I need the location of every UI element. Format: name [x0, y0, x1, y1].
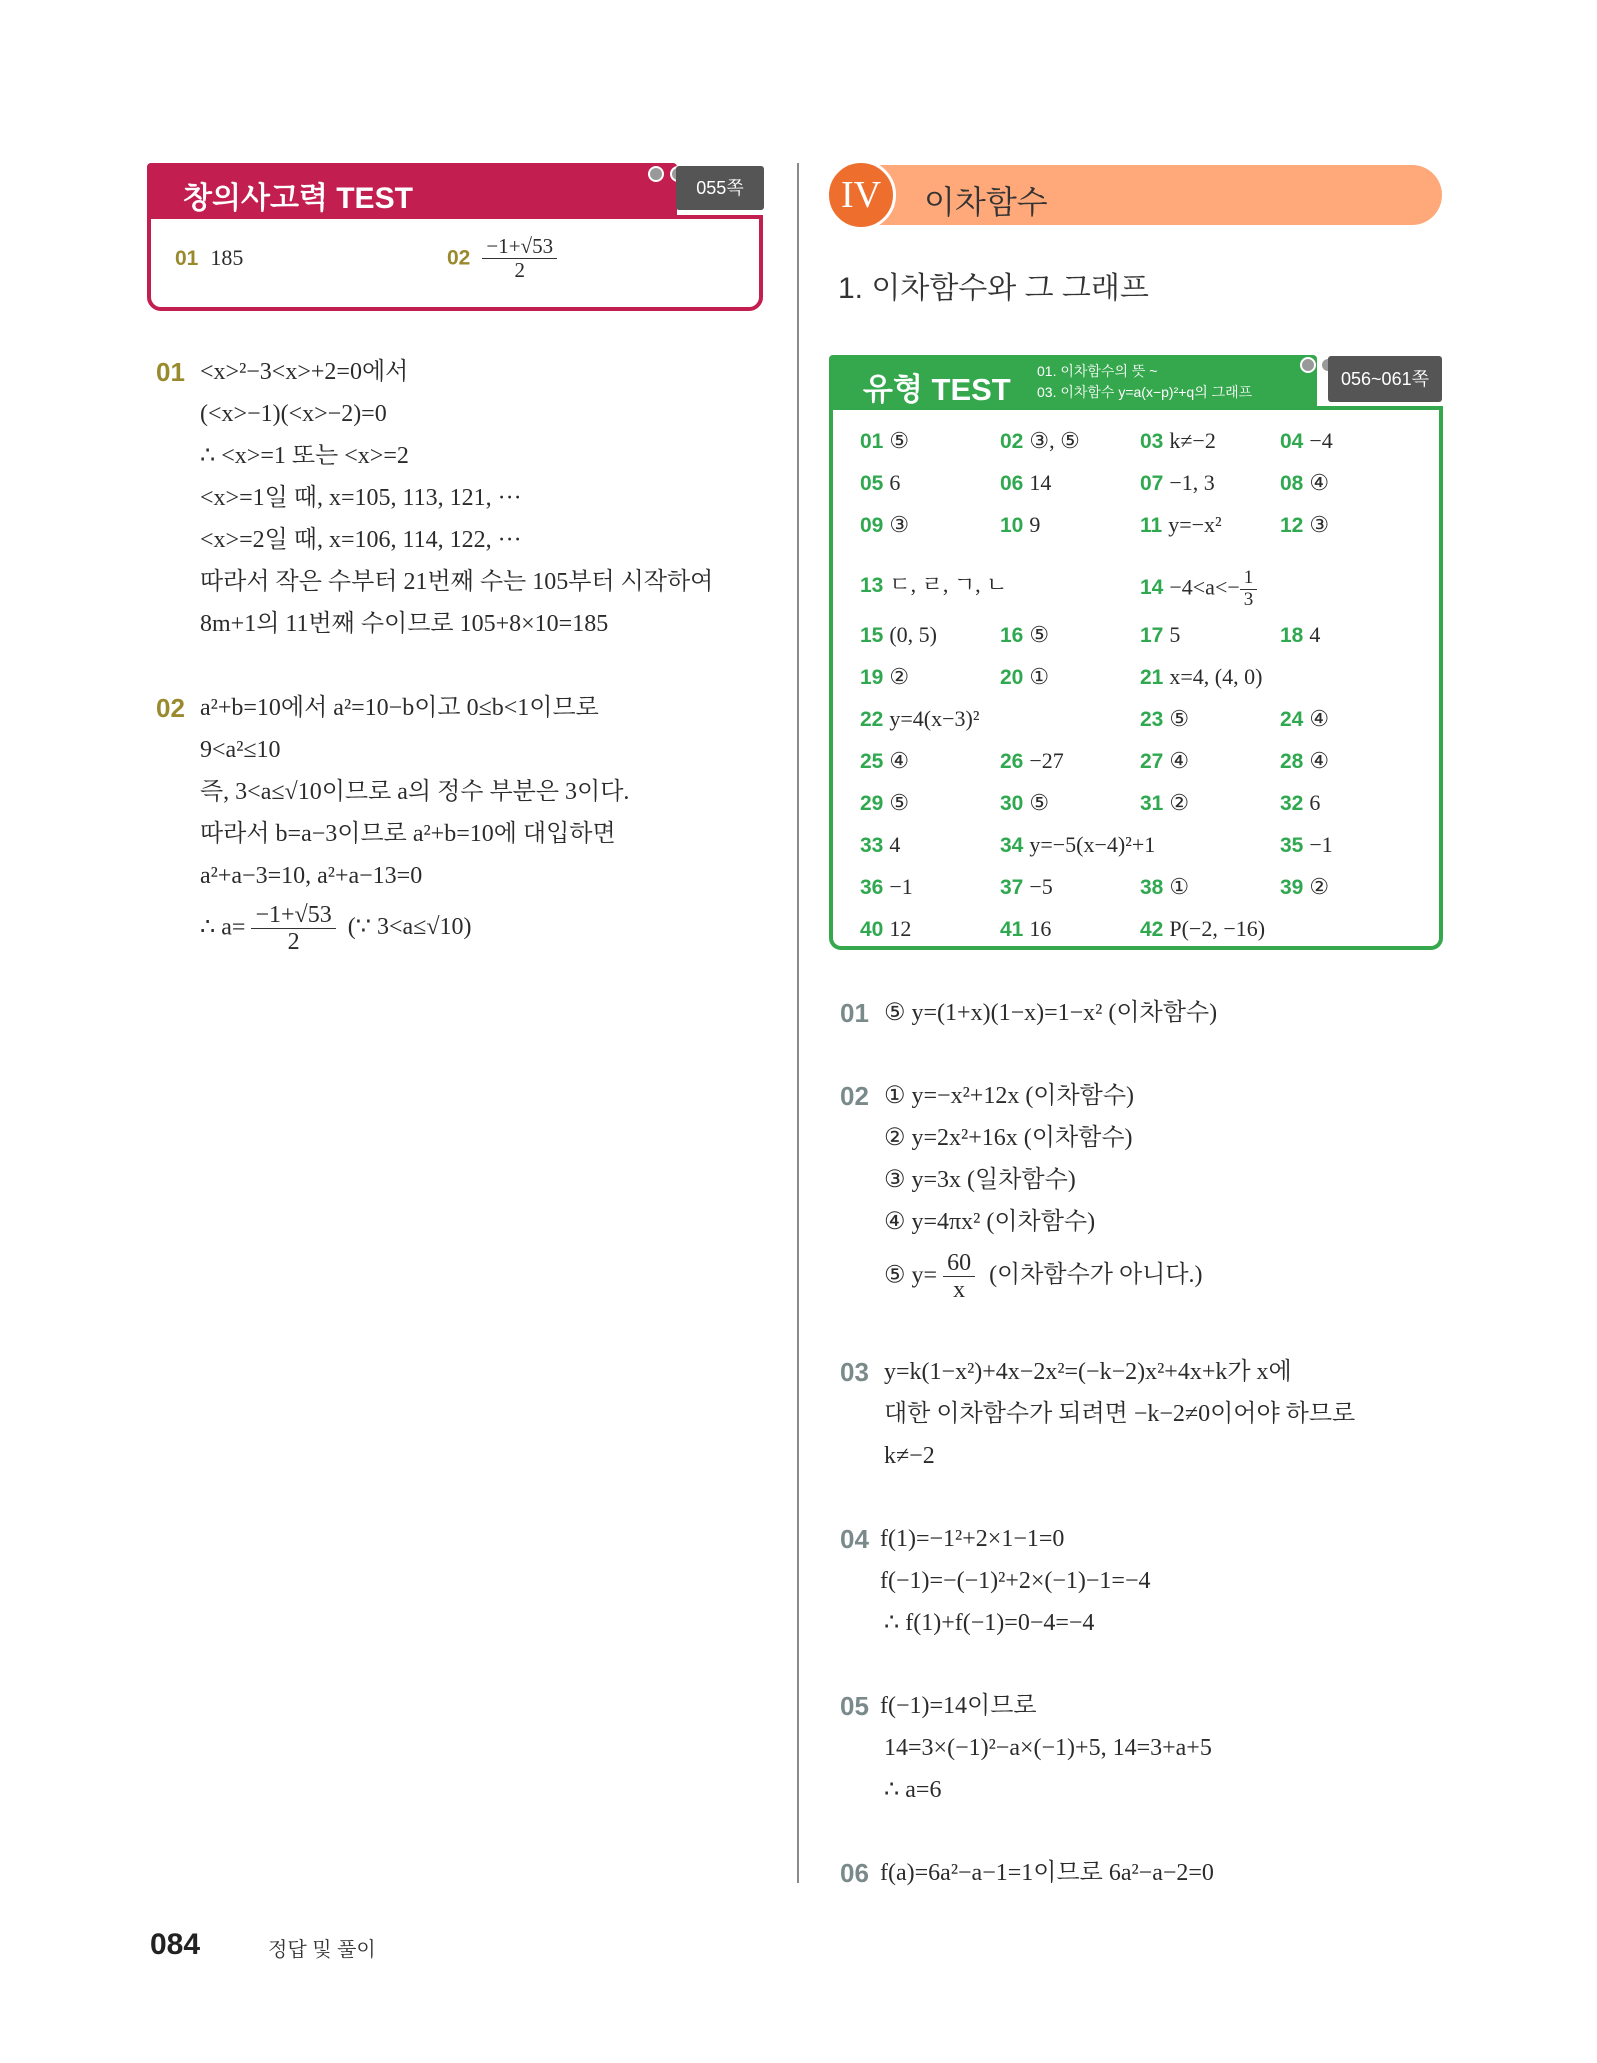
type-test-title: 유형 TEST [863, 372, 1011, 407]
answer-number: 01 [860, 430, 884, 453]
answer-number: 37 [1000, 876, 1024, 899]
section-title: 1. 이차함수와 그 그래프 [838, 272, 1149, 305]
answer-item [175, 245, 243, 271]
answer-item [860, 512, 909, 538]
answer-value: y=−5(x−4)²+1 [1029, 832, 1156, 857]
answer-item [1000, 470, 1051, 496]
answer-item [860, 622, 937, 648]
answer-value: 16 [1029, 916, 1052, 941]
solution-line: a²+a−3=10, a²+a−13=0 [200, 863, 423, 889]
line-prefix: ⑤ y= [884, 1262, 938, 1289]
fraction-numerator: 60 [943, 1250, 975, 1277]
answer-item [1280, 512, 1329, 538]
line-fraction [943, 1250, 975, 1304]
solution-line: f(−1)=−(−1)²+2×(−1)−1=−4 [880, 1568, 1151, 1594]
answer-fraction [482, 235, 557, 282]
answer-item [1140, 512, 1222, 538]
final-suffix: (∵ 3<a≤√10) [347, 914, 472, 941]
answer-number: 09 [860, 514, 884, 537]
answer-value: −4<a<− [1169, 574, 1240, 600]
answer-value: 5 [1169, 622, 1181, 647]
solution-line: ∴ <x>=1 또는 <x>=2 [200, 443, 409, 469]
answer-item [860, 748, 909, 774]
solution-line: ③ y=3x (일차함수) [884, 1167, 1076, 1193]
solution-line: <x>=1일 때, x=105, 113, 121, ··· [200, 485, 522, 511]
answer-number: 14 [1140, 576, 1164, 600]
fraction-numerator: −1+√53 [482, 235, 557, 259]
answer-item [1000, 874, 1053, 900]
answer-value: ④ [1309, 748, 1330, 773]
solution-number: 03 [840, 1357, 869, 1387]
answer-item [1280, 470, 1329, 496]
answer-item [1140, 706, 1189, 732]
answer-item [860, 664, 909, 690]
answer-value: y=4(x−3)² [889, 706, 980, 731]
answer-value: ② [889, 664, 910, 689]
answer-item [1140, 790, 1189, 816]
answer-item [1000, 832, 1155, 858]
answer-value: P(−2, −16) [1169, 916, 1266, 941]
answer-value: 9 [1029, 512, 1041, 537]
answer-value: ④ [889, 748, 910, 773]
chapter-bar [826, 165, 1442, 225]
answer-number: 08 [1280, 472, 1304, 495]
footer-label: 정답 및 풀이 [268, 1939, 376, 1961]
answer-number: 29 [860, 792, 884, 815]
answer-value: −1 [1309, 832, 1333, 857]
solution-number: 02 [840, 1081, 869, 1111]
answer-value: ④ [1309, 706, 1330, 731]
answer-value: (0, 5) [889, 622, 938, 647]
type-test-header [829, 355, 1317, 407]
answer-item [1000, 512, 1040, 538]
solution-line: 따라서 b=a−3이므로 a²+b=10에 대입하면 [200, 821, 616, 847]
answer-number: 22 [860, 708, 884, 731]
answer-value: ④ [1169, 748, 1190, 773]
header-dot-icon [1300, 357, 1316, 373]
solution-number: 02 [156, 693, 185, 723]
answer-number: 16 [1000, 624, 1024, 647]
solution-line: (<x>−1)(<x>−2)=0 [200, 401, 387, 427]
solution-line: 8m+1의 11번째 수이므로 105+8×10=185 [200, 611, 609, 637]
solution-line: f(1)=−1²+2×1−1=0 [880, 1526, 1065, 1552]
answer-number: 07 [1140, 472, 1164, 495]
answer-number: 40 [860, 918, 884, 941]
answer-number: 12 [1280, 514, 1304, 537]
answer-value: 6 [889, 470, 901, 495]
answer-item [860, 790, 909, 816]
fraction-numerator: 1 [1240, 568, 1258, 590]
answer-number: 19 [860, 666, 884, 689]
answer-number: 32 [1280, 792, 1304, 815]
solution-line: ∴ f(1)+f(−1)=0−4=−4 [884, 1610, 1095, 1636]
answer-item [1140, 874, 1189, 900]
answer-value: ① [1169, 874, 1190, 899]
answer-number: 06 [1000, 472, 1024, 495]
answer-number: 36 [860, 876, 884, 899]
answer-value: 185 [210, 245, 244, 270]
solution-line: 9<a²≤10 [200, 737, 281, 763]
solution-number: 05 [840, 1691, 869, 1721]
answer-box [147, 215, 763, 311]
answer-number: 17 [1140, 624, 1164, 647]
answer-item [1280, 748, 1329, 774]
chapter-badge: IV [826, 160, 896, 230]
solution-number: 04 [840, 1524, 869, 1554]
answer-value: ⑤ [889, 790, 910, 815]
answer-number: 03 [1140, 430, 1164, 453]
answer-value: ㄷ, ㄹ, ㄱ, ㄴ [889, 572, 1008, 597]
answer-value: y=−x² [1168, 512, 1222, 537]
answer-number: 01 [175, 247, 199, 270]
page-tag: 055쪽 [676, 166, 764, 210]
answer-item [860, 470, 900, 496]
solution-line: ④ y=4πx² (이차함수) [884, 1209, 1096, 1235]
answer-item [1000, 790, 1049, 816]
answer-item [860, 874, 913, 900]
answer-value: 4 [889, 832, 901, 857]
solution-line: k≠−2 [884, 1443, 935, 1469]
answer-value: 14 [1029, 470, 1052, 495]
answer-item [1000, 916, 1051, 942]
answer-value: ⑤ [1029, 790, 1050, 815]
solution-number: 01 [156, 357, 185, 387]
column-divider [797, 163, 799, 1883]
answer-item [860, 832, 900, 858]
fraction-denominator: 3 [1243, 588, 1254, 610]
answer-value: 6 [1309, 790, 1321, 815]
solution-final [200, 902, 472, 956]
type-test-subtitle: 03. 이차함수 y=a(x−p)²+q의 그래프 [1037, 384, 1253, 400]
answer-value: ② [1309, 874, 1330, 899]
answer-item [1280, 706, 1329, 732]
solution-line: a²+b=10에서 a²=10−b이고 0≤b<1이므로 [200, 695, 599, 721]
final-prefix: ∴ a= [200, 914, 246, 941]
answer-value: −4 [1309, 428, 1333, 453]
solution-line: <x>=2일 때, x=106, 114, 122, ··· [200, 527, 522, 553]
answer-item [1140, 664, 1262, 690]
page-number: 084 [150, 1928, 201, 1961]
answer-number: 23 [1140, 708, 1164, 731]
answer-value: −27 [1029, 748, 1064, 773]
answer-value: ② [1169, 790, 1190, 815]
answer-number: 31 [1140, 792, 1164, 815]
answer-number: 28 [1280, 750, 1304, 773]
answer-item [1000, 664, 1049, 690]
answer-item [1140, 748, 1189, 774]
line-suffix: (이차함수가 아니다.) [989, 1262, 1203, 1289]
answer-item [1000, 748, 1064, 774]
answer-number: 33 [860, 834, 884, 857]
solution-line: 즉, 3<a≤√10이므로 a의 정수 부분은 3이다. [200, 779, 630, 805]
solution-line: ① y=−x²+12x (이차함수) [884, 1083, 1135, 1109]
answer-value: ⑤ [1169, 706, 1190, 731]
chapter-title: 이차함수 [924, 184, 1048, 220]
solution-line: ② y=2x²+16x (이차함수) [884, 1125, 1133, 1151]
answer-item [1140, 916, 1265, 942]
answer-number: 38 [1140, 876, 1164, 899]
solution-line: ∴ a=6 [884, 1777, 942, 1803]
solution-number: 01 [840, 998, 869, 1028]
type-test-subtitle: 01. 이차함수의 뜻 ~ [1037, 363, 1158, 379]
page-tag: 056~061쪽 [1328, 356, 1442, 402]
answer-value: −5 [1029, 874, 1053, 899]
answer-number: 04 [1280, 430, 1304, 453]
answer-number: 41 [1000, 918, 1024, 941]
creative-test-header [147, 163, 677, 215]
answer-number: 13 [860, 574, 884, 597]
answer-item [860, 916, 911, 942]
solution-line: ⑤ y=(1+x)(1−x)=1−x² (이차함수) [884, 1000, 1218, 1026]
answer-number: 21 [1140, 666, 1164, 689]
answer-grid [829, 406, 1443, 950]
answer-value: 4 [1309, 622, 1321, 647]
answer-number: 18 [1280, 624, 1304, 647]
fraction-numerator: −1+√53 [251, 902, 335, 929]
answer-item [1140, 470, 1215, 496]
answer-number: 34 [1000, 834, 1024, 857]
answer-item [1280, 832, 1333, 858]
solution-line: y=k(1−x²)+4x−2x²=(−k−2)x²+4x+k가 x에 [884, 1359, 1292, 1385]
answer-value: ③, ⑤ [1029, 428, 1080, 453]
answer-item [1000, 622, 1049, 648]
answer-number: 39 [1280, 876, 1304, 899]
solution-line: f(a)=6a²−a−1=1이므로 6a²−a−2=0 [880, 1860, 1214, 1886]
answer-value: ① [1029, 664, 1050, 689]
solution-line-fraction [884, 1250, 1203, 1304]
solution-line: 14=3×(−1)²−a×(−1)+5, 14=3+a+5 [884, 1735, 1212, 1761]
answer-value: ③ [889, 512, 910, 537]
answer-number: 24 [1280, 708, 1304, 731]
solution-line: f(−1)=14이므로 [880, 1693, 1037, 1719]
answer-number: 05 [860, 472, 884, 495]
answer-number: 11 [1140, 514, 1163, 537]
answer-item [860, 568, 1007, 599]
answer-number: 20 [1000, 666, 1024, 689]
answer-item [1140, 568, 1257, 611]
answer-value: x=4, (4, 0) [1169, 664, 1263, 689]
answer-item [1140, 622, 1180, 648]
answer-item [1000, 428, 1080, 454]
final-fraction [251, 902, 335, 956]
answer-value: −1, 3 [1169, 470, 1215, 495]
answer-number: 10 [1000, 514, 1024, 537]
answer-item [860, 706, 979, 732]
solution-number: 06 [840, 1858, 869, 1888]
header-dot-icon [648, 166, 664, 182]
answer-number: 30 [1000, 792, 1024, 815]
answer-value: ④ [1309, 470, 1330, 495]
answer-value: −1 [889, 874, 913, 899]
answer-number: 02 [447, 246, 471, 270]
answer-number: 02 [1000, 430, 1024, 453]
answer-item [1280, 428, 1333, 454]
answer-value: 12 [889, 916, 912, 941]
solution-line: <x>²−3<x>+2=0에서 [200, 359, 409, 385]
fraction-denominator: 2 [514, 258, 525, 283]
answer-value: ⑤ [889, 428, 910, 453]
answer-number: 15 [860, 624, 884, 647]
answer-number: 26 [1000, 750, 1024, 773]
fraction-denominator: x [953, 1277, 966, 1304]
answer-number: 27 [1140, 750, 1164, 773]
answer-number: 42 [1140, 918, 1164, 941]
answer-number: 25 [860, 750, 884, 773]
answer-item [1280, 874, 1329, 900]
creative-test-title: 창의사고력 TEST [183, 182, 413, 215]
answer-value: ⑤ [1029, 622, 1050, 647]
solution-line: 따라서 작은 수부터 21번째 수는 105부터 시작하여 [200, 569, 714, 595]
answer-value: ③ [1309, 512, 1330, 537]
answer-item [447, 235, 557, 282]
fraction-denominator: 2 [287, 929, 300, 956]
answer-item [1280, 622, 1320, 648]
answer-value: k≠−2 [1169, 428, 1216, 453]
answer-number: 35 [1280, 834, 1304, 857]
answer-fraction [1240, 568, 1258, 611]
solution-line: 대한 이차함수가 되려면 −k−2≠0이어야 하므로 [884, 1401, 1356, 1427]
answer-item [1280, 790, 1320, 816]
answer-item [1140, 428, 1216, 454]
answer-item [860, 428, 909, 454]
